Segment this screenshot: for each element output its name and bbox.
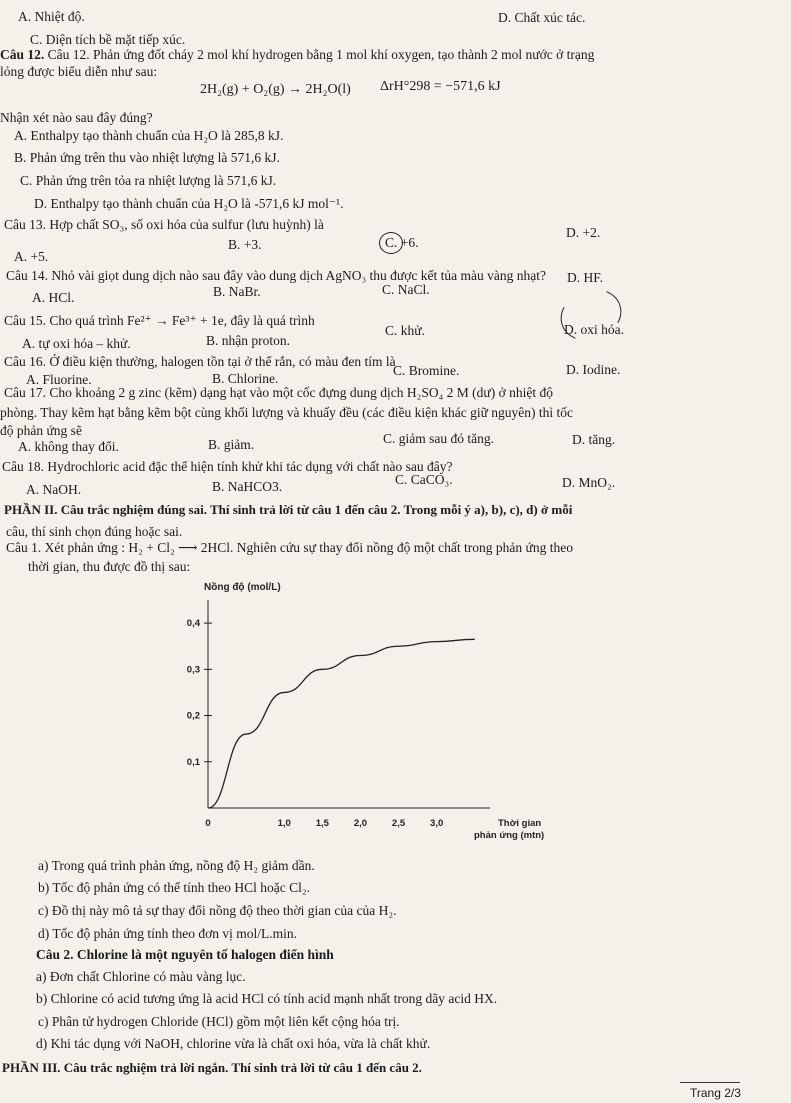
prev-option-d: D. Chất xúc tác. — [498, 10, 586, 25]
x-tick-label: 0 — [205, 818, 211, 829]
q14-option-c: C. NaCl. — [382, 282, 430, 297]
x-axis-label-1: Thời gian — [498, 818, 542, 829]
q16-stem: Câu 16. Ở điều kiện thường, halogen tồn tại ở thể rắn, có màu đen tím là — [4, 354, 396, 369]
part2-heading-line2: câu, thí sinh chọn đúng hoặc sai. — [6, 524, 183, 539]
q12-enthalpy: ΔrH°298 = −571,6 kJ — [380, 79, 501, 94]
x-tick-label: 1,5 — [315, 818, 329, 829]
q12-option-d: D. Enthalpy tạo thành chuẩn của H₂O là -571,6 kJ mol⁻¹. — [34, 196, 344, 211]
q16-option-a: A. Fluorine. — [26, 372, 92, 387]
q12-option-a: A. Enthalpy tạo thành chuẩn của H₂O là 285,8 kJ. — [14, 128, 284, 143]
q12-prompt: Nhận xét nào sau đây đúng? — [0, 110, 153, 125]
q15-option-b: B. nhận proton. — [206, 333, 290, 348]
c1-stem-line1: Câu 1. Xét phản ứng : H₂ + Cl₂ ⟶ 2HCl. Nghiên cứu sự thay đổi nồng độ một chất trong phản ứng theo — [6, 540, 573, 555]
x-tick-label: 3,0 — [430, 818, 444, 829]
prev-option-c: C. Diện tích bề mặt tiếp xúc. — [30, 32, 186, 47]
q17-option-d: D. tăng. — [572, 432, 616, 447]
q12-stem-text: Câu 12. Phản ứng đốt cháy 2 mol khí hydrogen bằng 1 mol khí oxygen, tạo thành 2 mol nước ở trạng — [47, 47, 595, 62]
q18-option-b: B. NaHCO3. — [212, 479, 283, 494]
q15-option-d: D. oxi hóa. — [564, 322, 624, 337]
q13-option-a: A. +5. — [14, 249, 49, 264]
c1-stem-line2: thời gian, thu được đồ thị sau: — [28, 559, 191, 574]
q17-option-a: A. không thay đổi. — [18, 439, 119, 454]
c1-statement-c: c) Đồ thị này mô tả sự thay đổi nồng độ theo thời gian của của H₂. — [38, 903, 397, 918]
q12-stem-line2: lỏng được biểu diễn như sau: — [0, 64, 158, 79]
q14-stem: Câu 14. Nhỏ vài giọt dung dịch nào sau đây vào dung dịch AgNO₃ thu được kết tủa màu vàng nhạt? — [6, 268, 546, 283]
q16-option-d: D. Iodine. — [566, 362, 621, 377]
q13-stem: Câu 13. Hợp chất SO₃, số oxi hóa của sulfur (lưu huỳnh) là — [4, 217, 324, 232]
q16-option-b: B. Chlorine. — [212, 371, 279, 386]
q12-stem-line1: Câu 12. Câu 12. Phản ứng đốt cháy 2 mol khí hydrogen bằng 1 mol khí oxygen, tạo thành 2 mol nước ở trạng — [0, 47, 595, 62]
q18-option-c: C. CaCO₃. — [395, 472, 453, 487]
q15-option-a: A. tự oxi hóa – khử. — [22, 336, 131, 351]
x-axis-label-2: phản ứng (mtn) — [474, 830, 545, 841]
x-tick-label: 1,0 — [277, 818, 291, 829]
q13-option-b: B. +3. — [228, 237, 262, 252]
c2-stem: Câu 2. Chlorine là một nguyên tố halogen điển hình — [36, 947, 334, 962]
footer-rule — [680, 1082, 740, 1083]
q12-equation: 2H₂(g) + O₂(g) → 2H₂O(l) — [200, 82, 351, 97]
q18-option-d: D. MnO₂. — [562, 475, 616, 490]
q17-stem-line1: Câu 17. Cho khoảng 2 g zinc (kẽm) dạng hạt vào một cốc đựng dung dịch H₂SO₄ 2 M (dư) ở nhiệt độ — [4, 385, 553, 400]
q18-stem: Câu 18. Hydrochloric acid đặc thể hiện tính khử khi tác dụng với chất nào sau đây? — [2, 459, 453, 474]
c2-statement-d: d) Khi tác dụng với NaOH, chlorine vừa là chất oxi hóa, vừa là chất khử. — [36, 1036, 431, 1051]
q15-stem: Câu 15. Cho quá trình Fe²⁺ → Fe³⁺ + 1e, đây là quá trình — [4, 313, 315, 328]
q17-stem-line2: phòng. Thay kẽm hạt bằng kẽm bột cùng khối lượng và khuấy đều (các điều kiện khác giữ nguyên) thì tốc — [0, 405, 574, 420]
answer-circle-mark — [553, 281, 628, 349]
q14-option-b: B. NaBr. — [213, 284, 261, 299]
c2-statement-a: a) Đơn chất Chlorine có màu vàng lục. — [36, 969, 246, 984]
c2-statement-c: c) Phân tử hydrogen Chloride (HCl) gồm một liên kết cộng hóa trị. — [38, 1014, 400, 1029]
q17-stem-line3: độ phản ứng sẽ — [0, 423, 82, 438]
q17-option-b: B. giảm. — [208, 437, 255, 452]
q15-option-c: C. khử. — [385, 323, 425, 338]
x-tick-label: 2,0 — [353, 818, 368, 829]
q18-option-a: A. NaOH. — [26, 482, 82, 497]
concentration-time-chart — [170, 576, 590, 846]
y-tick-label: 0,1 — [186, 756, 200, 768]
c2-statement-b: b) Chlorine có acid tương ứng là acid HCl có tính acid mạnh nhất trong dãy acid HX. — [36, 991, 498, 1006]
part2-heading-line1: PHẦN II. Câu trắc nghiệm đúng sai. Thí sinh trả lời từ câu 1 đến câu 2. Trong mỗi ý a), b), c), d) ở mỗi — [4, 502, 573, 517]
q16-option-c: C. Bromine. — [393, 363, 460, 378]
prev-option-a: A. Nhiệt độ. — [18, 9, 85, 24]
y-tick-label: 0,2 — [186, 710, 200, 722]
q14-option-d: D. HF. — [567, 270, 604, 285]
part3-heading: PHẦN III. Câu trắc nghiệm trả lời ngắn. Thí sinh trả lời từ câu 1 đến câu 2. — [2, 1060, 422, 1075]
q17-option-c: C. giảm sau đó tăng. — [383, 431, 494, 446]
q13-option-d: D. +2. — [566, 225, 601, 240]
c1-statement-a: a) Trong quá trình phản ứng, nồng độ H₂ giảm dần. — [38, 858, 315, 873]
c1-statement-b: b) Tốc độ phản ứng có thể tính theo HCl hoặc Cl₂. — [38, 880, 310, 895]
y-tick-label: 0,3 — [186, 664, 200, 676]
q14-option-a: A. HCl. — [32, 290, 75, 305]
series-line — [208, 639, 475, 808]
y-axis-label: Nồng độ (mol/L) — [204, 582, 281, 593]
page-number: Trang 2/3 — [690, 1086, 741, 1100]
y-tick-label: 0,4 — [186, 618, 200, 630]
q12-option-c: C. Phản ứng trên tỏa ra nhiệt lượng là 571,6 kJ. — [20, 173, 277, 188]
q12-option-b: B. Phản ứng trên thu vào nhiệt lượng là 571,6 kJ. — [14, 150, 280, 165]
answer-circle-mark — [379, 232, 403, 254]
c1-statement-d: d) Tốc độ phản ứng tính theo đơn vị mol/L.min. — [38, 926, 298, 941]
q13-option-c: C. +6. — [385, 235, 419, 250]
x-tick-label: 2,5 — [391, 818, 406, 829]
